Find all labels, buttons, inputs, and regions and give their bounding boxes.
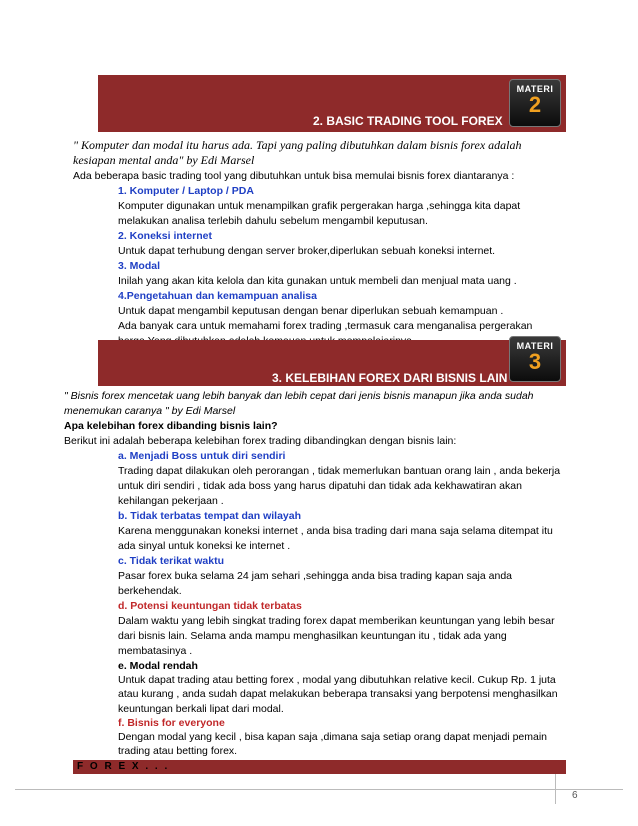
section3-item-c-heading: c. Tidak terikat waktu [118,555,225,567]
section3-item-f-line: trading atau betting forex. [118,745,238,758]
section3-item-e-line: keuntungan berkali lipat dari modal. [118,702,284,715]
materi-3-badge [509,336,561,382]
section2-item-1-line: melakukan analisa terlebih dahulu sebelum mengambil keputusan. [118,215,428,227]
section3-item-b-line: ada sinyal untuk koneksi ke internet . [118,540,291,552]
section3-item-e-line: Untuk dapat trading atau betting forex , modal yang dibutuhkan relative kecil. Cukup Rp. 1 juta [118,674,556,687]
section3-item-d-line: Dalam waktu yang lebih singkat trading forex dapat memberikan keuntungan yang lebih besar [118,615,555,627]
section3-title: 3. KELEBIHAN FOREX DARI BISNIS LAIN [272,371,508,385]
section3-item-a-line: untuk diri sendiri , tidak ada boss yang harus dipatuhi dan tidak ada kekhawatiran akan [118,480,522,492]
section3-item-f-line: Dengan modal yang kecil , bisa kapan saja ,dimana saja setiap orang dapat menjadi pemain [118,731,548,743]
section2-intro: Ada beberapa basic trading tool yang dibutuhkan untuk bisa memulai bisnis forex diantaranya : [73,170,515,182]
section2-item-1-line: Komputer digunakan untuk menampilkan grafik pergerakan harga ,sehingga kita dapat [118,200,521,212]
section2-quote-line2: kesiapan mental anda" by Edi Marsel [73,153,255,167]
section3-item-b-line: Karena menggunakan koneksi internet , anda bisa trading dari mana saja selama ditempat itu [118,525,553,537]
section2-item-4-heading: 4.Pengetahuan dan kemampuan analisa [118,290,317,302]
section3-item-d-line: dari bisnis lain. Selama anda mampu menghasilkan keuntungan itu , tidak ada yang [118,630,507,642]
badge-label: MATERI [516,341,554,351]
section3-item-a-line: kehilangan pekerjaan . [118,495,224,507]
footer-label: F O R E X . . . [77,761,170,772]
section3-item-a-heading: a. Menjadi Boss untuk diri sendiri [118,450,286,462]
section2-title: 2. BASIC TRADING TOOL FOREX [313,114,503,128]
section2-item-3-line: Inilah yang akan kita kelola dan kita gunakan untuk membeli dan menjual mata uang . [118,275,517,287]
section3-item-b-heading: b. Tidak terbatas tempat dan wilayah [118,510,302,522]
section3-item-a-line: Trading dapat dilakukan oleh perorangan , tidak memerlukan bantuan orang lain , anda bekerja [118,465,561,477]
page-number-separator [555,774,556,804]
section2-item-1-heading: 1. Komputer / Laptop / PDA [118,185,254,197]
page-divider [15,789,623,790]
section3-item-d-line: membatasinya . [118,645,193,657]
section3-item-d-heading: d. Potensi keuntungan tidak terbatas [118,600,302,612]
section2-item-2-line: Untuk dapat terhubung dengan server broker,diperlukan sebuah koneksi internet. [118,245,496,257]
section3-quote-line1: " Bisnis forex mencetak uang lebih banyak dan lebih cepat dari jenis bisnis manapun jika anda sudah [64,390,534,402]
section2-item-3-heading: 3. Modal [118,260,161,272]
section3-question: Apa kelebihan forex dibanding bisnis lain? [64,420,278,432]
badge-number: 2 [528,92,542,117]
section3-intro: Berikut ini adalah beberapa kelebihan forex trading dibandingkan dengan bisnis lain: [64,435,457,447]
section3-item-e-line: atau kurang , anda sudah dapat melakukan beberapa transaksi yang berpotensi menghasilkan [118,688,558,701]
badge-label: MATERI [516,84,554,94]
section2-quote-line1: " Komputer dan modal itu harus ada. Tapi yang paling dibutuhkan dalam bisnis forex adalah [73,138,522,152]
materi-2-badge [509,79,561,127]
section3-item-e-heading: e. Modal rendah [118,660,198,672]
section2-item-2-heading: 2. Koneksi internet [118,230,212,242]
section3-item-c-line: berkehendak. [118,585,182,597]
section3-item-c-line: Pasar forex buka selama 24 jam sehari ,sehingga anda bisa trading kapan saja anda [118,570,513,582]
section3-item-f-heading: f. Bisnis for everyone [118,716,225,729]
badge-number: 3 [528,349,542,374]
section2-item-4-line: Untuk dapat mengambil keputusan dengan benar diperlukan sebuah kemampuan . [118,305,504,317]
page-number: 6 [572,790,578,801]
section2-item-4-line: Ada banyak cara untuk memahami forex trading ,termasuk cara menganalisa pergerakan [118,320,533,332]
section3-quote-line2: menemukan caranya " by Edi Marsel [64,405,236,417]
